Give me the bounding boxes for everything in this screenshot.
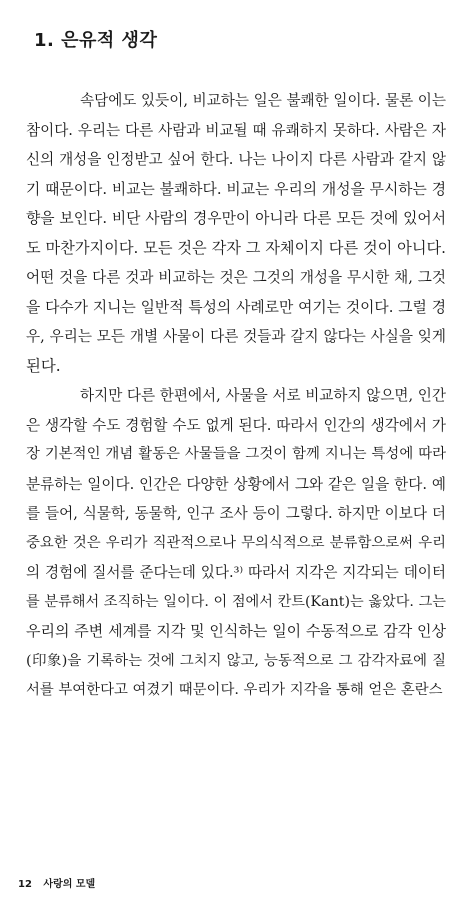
text-line: 분류하는 일이다. 인간은 다양한 상황에서 그와 같은 일을 한다. 예 [26,475,446,493]
page-number: 12 [18,879,32,890]
page-footer [18,875,95,890]
text-line: 하지만 다른 한편에서, 사물을 서로 비교하지 않으면, 인간 [80,387,446,404]
text-line: 서를 부여한다고 여겼기 때문이다. 우리가 지각을 통해 얻은 혼란스 [26,682,443,698]
text-line: 장 기본적인 개념 활동은 사물들을 그것이 함께 지니는 특성에 따라 [26,446,446,462]
section-heading: 1. 은유적 생각 [34,30,158,51]
text-line: 우, 우리는 모든 개별 사물이 다른 것들과 갈지 않다는 사실을 잊게 [26,328,446,345]
text-line: 우리의 주변 세계를 지각 및 인식하는 일이 수동적으로 감각 인상 [26,622,446,640]
text-line: 된다. [26,356,61,375]
text-line: 을 다수가 지니는 일반적 특성의 사례로만 여기는 것이다. 그럴 경 [26,298,446,316]
text-line: 속담에도 있듯이, 비교하는 일은 불쾌한 일이다. 물론 이는 [80,92,446,109]
body-text [26,86,446,706]
text-line: 중요한 것은 우리가 직관적으로나 무의식적으로 분류함으로써 우리 [26,534,446,551]
text-line: 의 경험에 질서를 준다는데 있다.³⁾ 따라서 지각은 지각되는 데이터 [26,564,446,581]
running-title: 사랑의 모델 [43,879,96,890]
text-line: 은 생각할 수도 경험할 수도 없게 된다. 따라서 인간의 생각에서 가 [26,416,446,434]
text-line: 참이다. 우리는 다른 사람과 비교될 때 유쾌하지 못하다. 사람은 자 [26,121,446,139]
text-line: 를 들어, 식물학, 동물학, 인구 조사 등이 그렇다. 하지만 이보다 더 [26,505,446,522]
text-line: 기 때문이다. 비교는 불쾌하다. 비교는 우리의 개성을 무시하는 경 [26,180,446,198]
paragraph-1 [26,86,446,381]
text-line: 향을 보인다. 비단 사람의 경우만이 아니라 다른 모든 것에 있어서 [26,210,446,227]
text-line: 어떤 것을 다른 것과 비교하는 것은 그것의 개성을 무시한 채, 그것 [26,269,446,286]
paragraph-2 [26,381,446,706]
text-line: (印象)을 기록하는 것에 그치지 않고, 능동적으로 그 감각자료에 질 [26,652,446,669]
text-line: 를 분류해서 조직하는 일이다. 이 점에서 칸트(Kant)는 옳았다. 그는 [26,593,446,610]
text-line: 신의 개성을 인정받고 싶어 한다. 나는 나이지 다른 사람과 같지 않 [26,151,446,168]
text-line: 도 마찬가지이다. 모든 것은 각자 그 자체이지 다른 것이 아니다. [26,238,446,257]
